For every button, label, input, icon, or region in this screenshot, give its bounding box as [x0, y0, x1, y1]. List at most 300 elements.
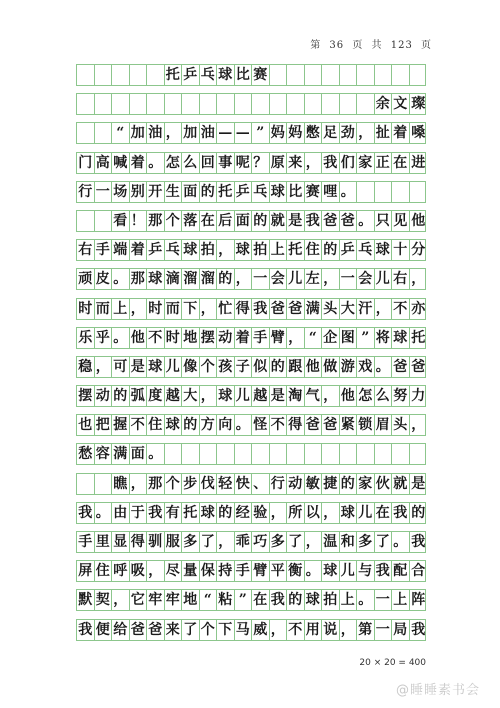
grid-cell: 滴 [165, 269, 183, 289]
grid-cell: 球 [392, 328, 410, 348]
grid-cell: ， [95, 357, 113, 377]
grid-cell: 步 [182, 474, 200, 494]
grid-cell: 托 [217, 182, 235, 202]
grid-cell: 皮 [95, 269, 113, 289]
grid-cell: 服 [165, 532, 183, 552]
grid-cell [322, 444, 340, 464]
grid-cell: 赛 [252, 65, 270, 85]
grid-cell: 开 [147, 182, 165, 202]
grid-cell: 家 [357, 153, 375, 173]
grid-cell: 的 [200, 182, 218, 202]
grid-cell: 臂 [270, 328, 288, 348]
grid-cell: 不 [130, 415, 148, 435]
grid-cell: 面 [130, 444, 148, 464]
grid-cell: 乖 [235, 532, 253, 552]
total-unit: 页 [421, 40, 432, 51]
grid-cell: 赛 [305, 182, 323, 202]
grid-cell: ？ [252, 153, 270, 173]
grid-cell [252, 444, 270, 464]
grid-cell: 持 [217, 561, 235, 581]
grid-cell: 越 [252, 386, 270, 406]
grid-cell: 粘 [217, 590, 235, 610]
grid-cell [340, 444, 358, 464]
grid-cell: 怎 [165, 153, 183, 173]
grid-cell: “ [112, 123, 130, 143]
grid-cell: 温 [322, 532, 340, 552]
grid-cell: 用 [305, 620, 323, 640]
grid-cell: 乎 [95, 328, 113, 348]
grid-cell: 的 [322, 240, 340, 260]
grid-cell: 里 [95, 532, 113, 552]
grid-cell: 怎 [357, 386, 375, 406]
grid-cell: 璨 [411, 96, 426, 113]
grid-cell: 个 [165, 211, 183, 231]
grid-cell: 。 [95, 503, 113, 523]
grid-cell: 与 [357, 561, 375, 581]
grid-cell [340, 65, 358, 85]
grid-cell: 了 [182, 620, 200, 640]
grid-cell: ， [217, 240, 235, 260]
grid-cell [112, 65, 130, 85]
grid-cell: 多 [182, 532, 200, 552]
grid-cell: 的 [340, 474, 358, 494]
grid-cell: 妈 [270, 123, 288, 143]
grid-cell: 巧 [252, 532, 270, 552]
grid-cell: 子 [235, 357, 253, 377]
grid-cell: 平 [270, 561, 288, 581]
grid-cell: 戏 [357, 357, 375, 377]
grid-cell: 在 [200, 211, 218, 231]
total-label: 共 [371, 40, 383, 51]
grid-cell: 合 [411, 563, 426, 580]
grid-cell: 只 [375, 211, 393, 231]
grid-cell: 容 [95, 444, 113, 464]
page-label: 第 [310, 40, 322, 51]
grid-cell [392, 65, 410, 85]
grid-cell [305, 94, 323, 114]
grid-cell: 时 [77, 299, 95, 319]
grid-cell: ， [200, 299, 218, 319]
grid-cell: 喊 [112, 153, 130, 173]
grid-cell: 地 [182, 590, 200, 610]
grid-cell: 局 [392, 620, 410, 640]
grid-cell: 住 [305, 240, 323, 260]
grid-cell: ， [357, 123, 375, 143]
grid-cell: 马 [235, 620, 253, 640]
grid-cell: 。 [392, 532, 410, 552]
grid-cell: 溜 [200, 269, 218, 289]
grid-cell: 了 [375, 532, 393, 552]
grid-cell: 做 [322, 357, 340, 377]
grid-cell: 我 [270, 590, 288, 610]
grid-cell: 哩 [322, 182, 340, 202]
grid-cell: 门 [77, 153, 95, 173]
grid-cell: 向 [217, 415, 235, 435]
grid-cell: 儿 [375, 269, 393, 289]
grid-cell: 敏 [305, 474, 323, 494]
grid-cell: 托 [411, 329, 426, 346]
grid-cell: 。 [112, 328, 130, 348]
grid-cell: 我 [252, 299, 270, 319]
grid-cell: 着 [130, 153, 148, 173]
page-number: 36 [329, 40, 345, 51]
grid-cell [410, 65, 428, 85]
grid-row [76, 152, 426, 174]
grid-cell: 轻 [217, 474, 235, 494]
grid-cell: 的 [182, 415, 200, 435]
grid-cell: 的 [217, 503, 235, 523]
grid-cell: 生 [165, 182, 183, 202]
grid-cell: 手 [235, 561, 253, 581]
grid-cell [77, 94, 95, 114]
grid-cell: 头 [392, 415, 410, 435]
grid-cell: 下 [182, 299, 200, 319]
grid-cell: 足 [322, 123, 340, 143]
grid-cell: ， [375, 299, 393, 319]
grid-cell: 锁 [357, 415, 375, 435]
grid-cell: 手 [252, 328, 270, 348]
grid-cell: 气 [305, 386, 323, 406]
grid-cell [375, 444, 393, 464]
grid-cell: 把 [95, 415, 113, 435]
grid-cell: 地 [182, 328, 200, 348]
grid-cell [165, 94, 183, 114]
grid-cell: 的 [112, 386, 130, 406]
grid-row [76, 93, 426, 115]
grid-cell [95, 474, 113, 494]
grid-cell: 呼 [112, 561, 130, 581]
grid-cell: 显 [112, 532, 130, 552]
grid-cell: 儿 [357, 503, 375, 523]
grid-cell: ” [235, 590, 253, 610]
grid-cell: 经 [235, 503, 253, 523]
grid-cell: 住 [95, 561, 113, 581]
grid-cell: 衡 [287, 561, 305, 581]
grid-cell: 大 [182, 386, 200, 406]
grid-cell: ” [252, 123, 270, 143]
grid-cell: 面 [235, 211, 253, 231]
grid-cell: 球 [147, 269, 165, 289]
grid-cell: 的 [270, 357, 288, 377]
grid-cell: 在 [252, 590, 270, 610]
grid-cell [252, 94, 270, 114]
grid-cell [305, 65, 323, 85]
grid-cell: ， [287, 328, 305, 348]
grid-cell [357, 94, 375, 114]
grid-cell: 油 [147, 123, 165, 143]
grid-cell: 下 [217, 620, 235, 640]
grid-cell: 右 [392, 269, 410, 289]
grid-cell: 的 [287, 590, 305, 610]
grid-cell [392, 182, 410, 202]
grid-cell: ， [411, 417, 426, 434]
grid-cell [200, 444, 218, 464]
grid-cell: 一 [95, 182, 113, 202]
grid-cell: 由 [112, 503, 130, 523]
grid-cell: 那 [147, 211, 165, 231]
grid-cell [410, 444, 428, 464]
grid-cell [235, 94, 253, 114]
grid-cell: 个 [200, 357, 218, 377]
grid-cell: 方 [200, 415, 218, 435]
grid-cell: 手 [77, 532, 95, 552]
grid-cell: 跟 [287, 357, 305, 377]
grid-cell: 球 [217, 65, 235, 85]
watermark: @睡睡素书会 [395, 683, 480, 698]
grid-cell: 着 [235, 328, 253, 348]
grid-cell: 加 [182, 123, 200, 143]
grid-cell: 配 [392, 561, 410, 581]
grid-row [76, 473, 426, 495]
grid-cell: 会 [270, 269, 288, 289]
grid-cell: 比 [235, 65, 253, 85]
grid-cell [270, 65, 288, 85]
grid-cell: 可 [112, 357, 130, 377]
grid-row [76, 181, 426, 203]
grid-cell: 别 [130, 182, 148, 202]
grid-cell: ， [305, 153, 323, 173]
grid-cell: 右 [77, 240, 95, 260]
grid-cell: 乒 [340, 240, 358, 260]
grid-cell: 将 [375, 328, 393, 348]
grid-cell: 验 [252, 503, 270, 523]
grid-cell: 乓 [200, 65, 218, 85]
grid-cell: “ [305, 328, 323, 348]
grid-cell: 在 [392, 153, 410, 173]
grid-cell: 球 [322, 561, 340, 581]
grid-cell: 不 [287, 620, 305, 640]
grid-cell: 了 [287, 532, 305, 552]
grid-cell [77, 123, 95, 143]
grid-cell: 就 [270, 211, 288, 231]
grid-cell: 度 [147, 386, 165, 406]
grid-row [76, 385, 426, 407]
grid-cell: 呢 [235, 153, 253, 173]
grid-cell: 吸 [130, 561, 148, 581]
grid-cell: 臂 [252, 561, 270, 581]
grid-cell: 眉 [375, 415, 393, 435]
grid-cell: 淘 [287, 386, 305, 406]
grid-cell: ， [217, 532, 235, 552]
grid-cell [287, 444, 305, 464]
grid-cell: ， [305, 532, 323, 552]
grid-cell: 乓 [357, 240, 375, 260]
grid-cell: 的 [217, 269, 235, 289]
grid-cell: ， [112, 590, 130, 610]
grid-row [76, 531, 426, 553]
grid-cell: 牢 [147, 590, 165, 610]
grid-cell: 爸 [392, 357, 410, 377]
grid-cell: 他 [340, 386, 358, 406]
grid-cell [235, 444, 253, 464]
grid-cell: “ [200, 590, 218, 610]
grid-cell: 摆 [77, 386, 95, 406]
grid-cell [375, 182, 393, 202]
grid-cell: 了 [200, 532, 218, 552]
grid-cell: 球 [235, 240, 253, 260]
grid-cell: 拍 [322, 590, 340, 610]
grid-cell: 我 [305, 211, 323, 231]
grid-cell [147, 65, 165, 85]
grid-cell: 托 [287, 240, 305, 260]
grid-cell: 保 [200, 561, 218, 581]
grid-cell: 不 [270, 415, 288, 435]
grid-cell: 一 [375, 620, 393, 640]
grid-cell [322, 94, 340, 114]
grid-cell: 得 [130, 532, 148, 552]
grid-cell [182, 94, 200, 114]
grid-cell: 我 [411, 621, 426, 638]
grid-row [76, 502, 426, 524]
grid-cell: 第 [357, 620, 375, 640]
grid-cell: ， [130, 299, 148, 319]
grid-cell [305, 444, 323, 464]
grid-cell: 紧 [340, 415, 358, 435]
grid-cell: 怪 [252, 415, 270, 435]
grid-cell: 所 [287, 503, 305, 523]
grid-cell: 不 [392, 299, 410, 319]
grid-cell: 多 [270, 532, 288, 552]
grid-cell: 、 [252, 474, 270, 494]
grid-cell: 。 [112, 269, 130, 289]
grid-cell: — [235, 123, 253, 143]
grid-cell [112, 94, 130, 114]
grid-cell: 捷 [322, 474, 340, 494]
grid-cell: 。 [147, 153, 165, 173]
grid-cell: 有 [165, 503, 183, 523]
grid-cell [95, 211, 113, 231]
grid-cell: 他 [411, 212, 426, 229]
grid-cell: 一 [340, 269, 358, 289]
grid-cell: 是 [130, 357, 148, 377]
grid-cell: 来 [165, 620, 183, 640]
grid-cell: 上 [270, 240, 288, 260]
grid-cell: 后 [217, 211, 235, 231]
grid-cell: 高 [95, 153, 113, 173]
grid-cell: 契 [95, 590, 113, 610]
grid-cell: 动 [287, 474, 305, 494]
grid-cell [270, 444, 288, 464]
grid-cell: 图 [340, 328, 358, 348]
grid-cell: 爸 [287, 299, 305, 319]
grid-cell: 家 [357, 474, 375, 494]
grid-cell: 乒 [147, 240, 165, 260]
grid-cell: 十 [392, 240, 410, 260]
grid-cell [287, 94, 305, 114]
grid-cell: 比 [287, 182, 305, 202]
grid-cell: 回 [200, 153, 218, 173]
grid-row [76, 268, 426, 290]
grid-cell [270, 94, 288, 114]
grid-cell [165, 444, 183, 464]
grid-cell: 一 [252, 269, 270, 289]
grid-cell [287, 65, 305, 85]
grid-cell: 球 [375, 240, 393, 260]
grid-cell: 儿 [340, 561, 358, 581]
grid-cell: 原 [270, 153, 288, 173]
grid-cell [77, 474, 95, 494]
grid-cell: 是 [411, 475, 426, 492]
grid-cell: ， [130, 474, 148, 494]
grid-cell: 球 [217, 386, 235, 406]
grid-cell: 乒 [182, 65, 200, 85]
grid-cell: 油 [200, 123, 218, 143]
grid-cell: ， [270, 620, 288, 640]
grid-cell [130, 65, 148, 85]
grid-row [76, 356, 426, 378]
grid-cell: 瞧 [112, 474, 130, 494]
grid-row [76, 239, 426, 261]
grid-cell: 。 [375, 357, 393, 377]
grid-cell: 着 [130, 240, 148, 260]
grid-cell: 着 [392, 123, 410, 143]
grid-cell: 忙 [217, 299, 235, 319]
grid-cell: 满 [112, 444, 130, 464]
grid-cell: ， [322, 503, 340, 523]
grid-cell: ， [340, 620, 358, 640]
grid-cell [200, 94, 218, 114]
grid-cell: ， [165, 123, 183, 143]
grid-cell: 那 [130, 269, 148, 289]
grid-cell: 是 [287, 211, 305, 231]
grid-cell: 快 [235, 474, 253, 494]
grid-cell: 爸 [270, 299, 288, 319]
grid-cell: 场 [112, 182, 130, 202]
grid-cell: 见 [392, 211, 410, 231]
grid-cell: 动 [95, 386, 113, 406]
grid-cell: 我 [147, 503, 165, 523]
grid-cell: 进 [411, 154, 426, 171]
grid-cell: 握 [112, 415, 130, 435]
grid-cell: 我 [411, 534, 426, 550]
grid-cell: 球 [165, 415, 183, 435]
grid-count: 20 × 20 = 400 [359, 658, 426, 668]
grid-cell: 在 [375, 503, 393, 523]
grid-row [76, 560, 426, 582]
grid-cell: 时 [147, 299, 165, 319]
grid-cell [217, 444, 235, 464]
grid-cell: 托 [165, 65, 183, 85]
grid-row [76, 327, 426, 349]
grid-cell: 文 [392, 94, 410, 114]
grid-cell: 行 [77, 182, 95, 202]
grid-cell: 他 [130, 328, 148, 348]
grid-cell: 我 [392, 503, 410, 523]
grid-cell: 就 [392, 474, 410, 494]
grid-cell: 嗓 [411, 125, 426, 142]
grid-cell: 满 [305, 299, 323, 319]
grid-cell: 爸 [322, 211, 340, 231]
grid-cell: ， [411, 271, 426, 288]
grid-cell: 尽 [165, 561, 183, 581]
grid-row [76, 589, 426, 611]
grid-cell: 。 [357, 590, 375, 610]
grid-cell: 住 [147, 415, 165, 435]
grid-cell: 球 [200, 503, 218, 523]
grid-cell: 么 [182, 153, 200, 173]
grid-cell: 摆 [200, 328, 218, 348]
grid-cell: 伙 [375, 474, 393, 494]
grid-row [76, 298, 426, 320]
grid-cell: 正 [375, 153, 393, 173]
grid-cell: 儿 [235, 386, 253, 406]
grid-cell: 拍 [200, 240, 218, 260]
grid-cell: 乒 [235, 182, 253, 202]
grid-cell: 端 [112, 240, 130, 260]
grid-cell: 屏 [77, 561, 95, 581]
grid-cell: 和 [340, 532, 358, 552]
grid-cell: ， [200, 386, 218, 406]
